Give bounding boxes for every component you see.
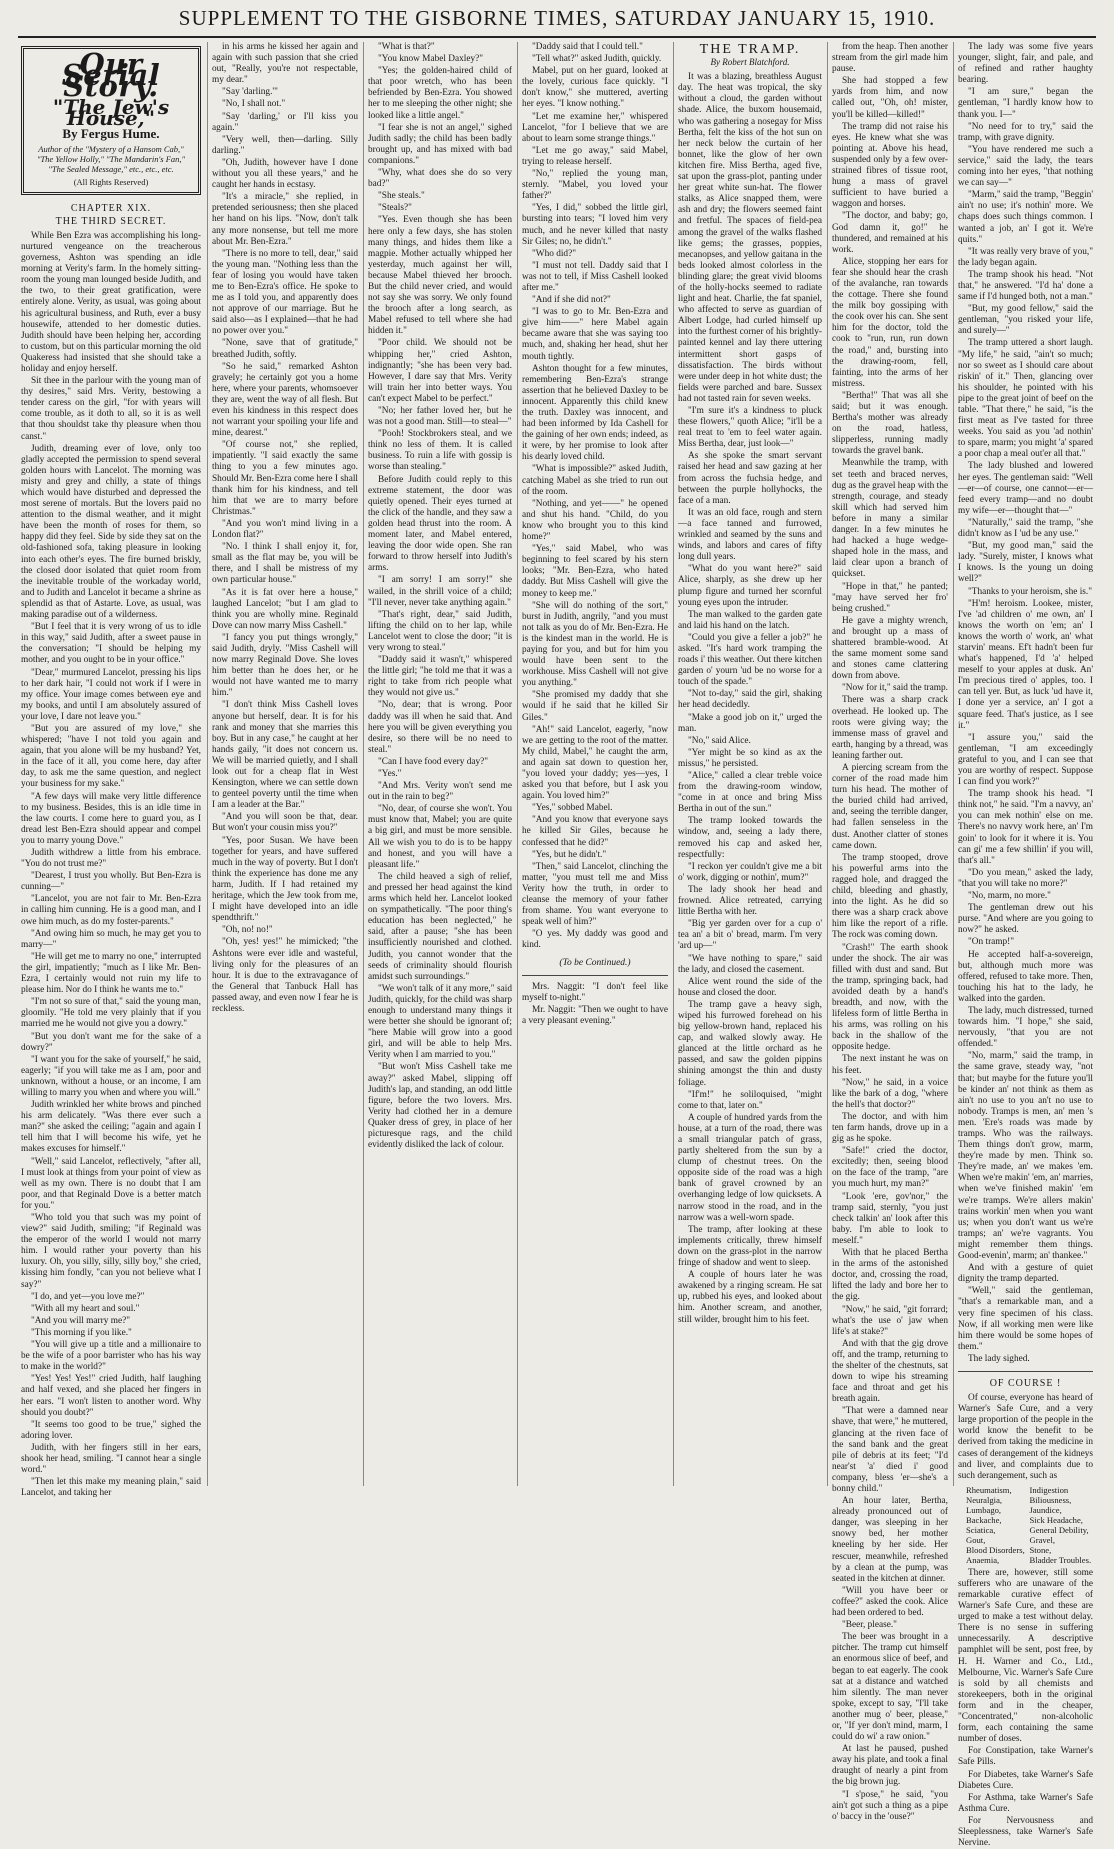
paragraph: As she spoke the smart servant raised her head and saw gazing at her from across the fuchsia hedge, and between the purple hollyhocks, the face of a man. [678, 451, 822, 506]
paragraph: "I'm sure it's a kindness to pluck these flowers," quoth Alice; "it'll be a real treat to 'em to feel water again. Miss Bertha, dear, just look—" [678, 406, 822, 450]
paragraph: "I s'pose," he said, "you ain't got such a thing as a pipe o' baccy in the 'ouse?" [832, 1789, 948, 1822]
paragraph: "Now for it," said the tramp. [842, 683, 948, 694]
paragraph: "I am sure," began the gentleman, "I hardly know how to thank you. I—" [958, 87, 1093, 120]
paragraph: "Say 'darling.'" [222, 87, 278, 98]
paragraph: For Asthma, take Warner's Safe Asthma Cure. [958, 1792, 1093, 1814]
paragraph: The tramp stooped, drove his powerful arms into the ragged hole, and dragged the child, bleeding and ghastly, into the light. As he did so there was a sharp crack above him like the report of a rifle. The rock was coming down. [832, 852, 948, 941]
paragraph: "I fancy you put things wrongly," said Judith, dryly. "Miss Cashell will now marry Reginald Dove. She loves him better than he does her, or he would not have wanted me to marry him." [212, 632, 358, 699]
paragraph: "Let me examine her," whispered Lancelot, "for I believe that we are about to learn some strange things." [522, 111, 668, 144]
paragraph: The doctor, and with him ten farm hands, drove up in a gig as he spoke. [832, 1111, 948, 1145]
paragraph: "I fear she is not an angel," sighed Judith sadly; the child has been badly brought up, and has mixed with bad companions." [368, 122, 512, 166]
paragraph: "I assure you," said the gentleman, "I am exceedingly grateful to you, and I can see that you are worthy of respect. Suppose I can find you work?" [958, 732, 1093, 788]
paragraph: "Pooh! Stockbrokers steal, and we think no less of them. It is called business. To ruin a life with gossip is worse than stealing." [368, 429, 512, 473]
paragraph: "Very well, then—darling. Silly darling." [212, 134, 358, 156]
paragraph: "Marm," said the tramp, "Beggin' ain't no use; it's nothin' more. We chaps does such things common. I wanted a job, an' I got it. We're quits." [958, 190, 1093, 245]
paragraph: Mabel, put on her guard, looked at the lovely, curious face quickly. "I don't know," she muttered, averting her eyes. "I know nothing." [522, 66, 668, 110]
paragraph: "I must not tell. Daddy said that I was not to tell, if Miss Cashell looked after me." [522, 260, 668, 293]
joke-body [522, 982, 668, 1027]
paragraph: "Daddy said that I could tell." [532, 42, 643, 52]
paragraph: "If'm!" he soliloquised, "might come to that, later on." [678, 1089, 822, 1111]
paragraph: "Yes, I did," sobbed the little girl, bursting into tears; "I loved him very much, and he never killed that nasty Sir Giles; no, he didn't." [522, 203, 668, 247]
paragraph: "Of course not," she replied, impatiently. "I said exactly the same thing to you a few minutes ago. Should Mr. Ben-Ezra come here I shall thank him for his kindness, and tell him that we are to marry before Christmas." [212, 440, 358, 517]
paragraph: The man walked to the garden gate and laid his hand on the latch. [678, 609, 822, 631]
ailment-item: General Debility, [1029, 1524, 1089, 1535]
paragraph: Before Judith could reply to this extreme statement, the door was quietly opened. Their eyes turned at the click of the handle, and they saw a golden head thrust into the room. A moment later, and Mabel entered, leaving the door wide open. She ran forward to throw herself into Judith's arms. [368, 474, 512, 574]
paragraph: And with that the gig drove off, and the tramp, returning to the shelter of the chestnuts, sat down to wipe his streaming face and throat and get his breath again. [832, 1338, 948, 1405]
column-divider [207, 42, 208, 1486]
paragraph: "So he said," remarked Ashton gravely; he certainly got you a home here, where your parents, whomsoever they are, went the way of all flesh. But even his kindness in this respect does not warrant your spoiling your life and mine, dearest." [212, 361, 358, 439]
paragraph: in his arms he kissed her again and again with such passion that she cried out, "Really, you're not respectable, my dear." [212, 42, 358, 86]
paragraph: "No; her father loved her, but he was not a good man. Still—to steal—" [368, 406, 512, 428]
paragraph: An hour later, Bertha, already pronounced out of danger, was sleeping in her snowy bed, her mother kneeling by her side. Her rescuer, meanwhile, refreshed by a clean at the pump, was seated in the kitchen at dinner. [832, 1496, 948, 1584]
paragraph: "Lancelot, you are not fair to Mr. Ben-Ezra in calling him cunning. He is a good man, and I owe him much, as do my foster-parents." [21, 894, 201, 927]
paragraph: Judith wrinkled her white brows and pinched his arm delicately. "Was there ever such a man?" she asked the ceiling; "again and again I tell him that I will become his wife, yet he makes excuses for himself." [21, 1100, 201, 1155]
column-6 [829, 42, 951, 1822]
column-4-body [522, 42, 668, 952]
tramp-title: THE TRAMP. [699, 42, 801, 57]
paragraph: "I reckon yer couldn't give me a bit o' work, digging or nothin', mum?" [678, 861, 822, 883]
ailment-item: Backache, [966, 1514, 1002, 1525]
paragraph: While Ben Ezra was accomplishing his long-nurtured vengeance on the treacherous governess, Ashton was spending an idle morning at Verity's farm. In the homely sitting-room the young man lounged beside Judith, and the two, to their great gratification, were entirely alone. Verity, as usual, was going about his agricultural business, and Ruth, ever a busy housewife, attended to her domestic duties. Judith should have been helping her, according to custom, but on this particular morning the old Quakeress had insisted that she should take a holiday and enjoy herself. [21, 230, 201, 374]
paragraph: "No, marm," said the tramp, in the same grave, steady way, "not that; but maybe for the future you'll be kinder an' not think as them as ain't no use to you an't no use to nobody. Tramps is men, an' men 's men. 'Ere's roads was made by tramps. Who was the railways. Them things don't grow, marm, they're made by men. Think so. They're made, an' we makes 'em. When we're makin' 'em, an' marries, when we've finished makin' 'em we're tramps. We're allers makin' trains workin' men when you want us; when you don't want us we're tramps; an' we're vagrants. You might remember them things. Good-evenin', marm; an' thankee." [958, 1051, 1093, 1262]
paragraph: He gave a mighty wrench, and brought up a mass of shattered bramble-wood. At the same moment some sand and stones came clattering down from above. [832, 615, 948, 682]
paragraph: For Nervousness and Sleeplessness, take Warner's Safe Nervine. [958, 1815, 1093, 1849]
paragraph: The lady shook her head and frowned. Alice retreated, carrying little Bertha with her. [678, 884, 822, 918]
paragraph: "And owing him so much, he may get you to marry—" [21, 928, 201, 950]
column-divider [953, 42, 954, 1486]
tramp-byline: By Robert Blatchford. [710, 57, 790, 68]
paragraph: "That's right, dear," said Judith, lifting the child on to her lap, while Lancelot went to close the door; "it is very wrong to steal." [368, 609, 512, 653]
paragraph: The gentleman drew out his purse. "And where are you going to now?" he asked. [958, 903, 1093, 936]
paragraph: "Can I have food every day?" [378, 756, 489, 767]
paragraph: "As it is fat over here a house," laughed Lancelot; "but I am glad to think you are wholly mine. Reginald Dove can now marry Miss Cashell." [212, 587, 358, 631]
paragraph: "Oh, yes! yes!" he mimicked; "the Ashtons were ever idle and wasteful, living only for the pleasures of an hour. It is due to the extravagance of the General that Tanbuck Hall has passed away, and even now I fear he is reckless. [212, 937, 358, 1014]
column-7 [955, 42, 1096, 1849]
paragraph: "But, my good fellow," said the gentleman, "you risked your life, and surely—" [958, 304, 1093, 337]
column-4 [519, 42, 671, 1486]
ad-body: There are, however, still some sufferers who are unaware of the remarkable curative effect of Warner's Safe Cure, and these are urged to make a test without delay. There is no sense in suffering unnecessarily. A descriptive pamphlet will be sent, post free, by H. H. Warner and Co., Ltd., Melbourne, Vic. Warner's Safe Cure is sold by all chemists and storekeepers, both in the original form and in the cheaper, "Concentrated," non-alcoholic form, each containing the same number of doses. [958, 1567, 1093, 1745]
paragraph: "That were a damned near shave, that were," he muttered, glancing at the riven face of the sand bank and the great pile of debris at its feet; "I'd near'st 'a' died i' good company, bless 'er—she's a bonny child." [832, 1406, 948, 1494]
paragraph: Mr. Naggit: "Then we ought to have a very pleasant evening." [522, 1004, 668, 1026]
paragraph: "O yes. My daddy was good and kind. [522, 929, 668, 951]
paragraph: "She will do nothing of the sort," burst in Judith, angrily, "and you must not talk as you do of Mr. Ben-Ezra. He is the kindest man in the world. He is paying for you, and but for him you would have been sent to the workhouse. Miss Cashell will not give you anything." [522, 600, 668, 689]
story-byline: By Fergus Hume. [62, 126, 160, 142]
paragraph: "We won't talk of it any more," said Judith, quickly, for the child was sharp enough to understand many things it were better she should be ignorant of; "here Mabie will grow into a good girl, and will be able to help Mrs. Verity when I am married to you." [368, 983, 512, 1061]
paragraph: "Well," said Lancelot, reflectively, "after all, I must look at things from your point of view as well as my own. There is no doubt that I am poor, and that Reginald Dove is a better match for you." [21, 1156, 201, 1211]
paragraph: "This morning if you like." [31, 1327, 132, 1338]
paragraph: "Yes; the golden-haired child of that poor wretch, who has been befriended by Ben-Ezra. You showed her to me sleeping the other night; she looked like a little angel." [368, 66, 512, 121]
paragraph: "And Mrs. Verity won't send me out in the rain to beg?" [368, 781, 512, 803]
paragraph: "Crash!" The earth shook under the shock. The air was filled with dust and sand. But the tramp, springing back, had avoided death by a hand's breadth, and now, with the lifeless form of little Bertha in his arms, was rolling on his back in the shallow of the opposite hedge. [832, 942, 948, 1053]
paragraph: "He will get me to marry no one," interrupted the girl, impatiently; "much as I like Mr. Ben-Ezra, I certainly would not ruin my life to please him. Nor do I think he wants me to." [21, 951, 201, 996]
column-divider [673, 42, 674, 1486]
paragraph: "No," said Alice. [688, 735, 751, 746]
column-3 [365, 42, 515, 1486]
paragraph: "Yes. Even though she has been here only a few days, she has stolen many things, and hides them like a magpie. Mother actually whipped her yesterday, much against her will, because Mabel thieved her brooch. But the child never cried, and would not say she was sorry. We only found the brooch after a long search, as Mabel refused to tell where she had hidden it." [368, 215, 512, 337]
paragraph: Judith, dreaming ever of love, only too gladly accepted the permission to spend several golden hours with Lancelot. The morning was misty and grey and chilly, a state of things which would have disturbed and depressed the most serene of mortals. But the lovers paid no attention to the dismal weather, and it might have been the month of roses for them, so happy did they feel. Side by side they sat on the old-fashioned sofa, taking pleasure in looking into each other's eyes. The fire burned briskly, the closed door isolated that quiet room from the inevitable trouble of the workaday world, and to Judith and Lancelot it became a shrine as splendid as that of Astarte. Love, as usual, was making paradise out of a wilderness. [21, 443, 201, 621]
paragraph: "Alice," called a clear treble voice from the drawing-room window, "come in at once and bring Miss Bertha in out of the sun." [678, 771, 822, 815]
paragraph: A couple of hours later he was awakened by a ringing scream. He sat up, rubbed his eyes, and looked about him. Another scream, and another, still wilder, brought him to his feet. [678, 1270, 822, 1325]
paragraph: "Do you mean," asked the lady, "that you will take no more?" [958, 867, 1093, 889]
paragraph: "Yes! Yes! Yes!" cried Judith, half laughing and half vexed, and she placed her fingers in her ears. "I won't listen to another word. Why should you doubt?" [21, 1374, 201, 1418]
paragraph: The tramp gave a heavy sigh, wiped his furrowed forehead on his big yellow-brown hand, replaced his cap, and walked slowly away. He glanced at the little orchard as he passed, and saw the golden pippins shining amongst the thin and dusty foliage. [678, 999, 822, 1088]
ad-rule [958, 1371, 1093, 1372]
ailment-item: Indigestion [1029, 1484, 1069, 1495]
paragraph: "No, dear; that is wrong. Poor daddy was ill when he said that. And here you will be given everything you desire, so there will be no need to steal." [368, 700, 512, 755]
paragraph: "Now," he said, in a voice like the bark of a dog, "where the hell's that doctor?" [832, 1077, 948, 1110]
paragraph: "What is impossible?" asked Judith, catching Mabel as she tried to run out of the room. [522, 464, 668, 497]
paragraph: "There is no more to tell, dear," said the young man. "Nothing less than the fear of losing you would have taken me to Ben-Ezra's office. He spoke to me as I told you, and apparently does not approve of our marriage. But he said also—as I explained—that he had no power over you." [212, 248, 358, 337]
ad-title: OF COURSE ! [989, 1377, 1062, 1389]
paragraph: "Why, what does she do so very bad?" [368, 168, 512, 190]
paragraph: "It seems too good to be true," sighed the adoring lover. [21, 1419, 201, 1441]
paragraph: "Daddy said it wasn't," whispered the little girl; "he told me that it was a right to take from rich people what they would not give us." [368, 655, 512, 699]
paragraph: For Constipation, take Warner's Safe Pills. [958, 1746, 1093, 1768]
paragraph: With that he placed Bertha in the arms of the astonished doctor, and, crossing the road, lifted the lady and bore her to the gig. [832, 1248, 948, 1303]
ad-lines [958, 1746, 1093, 1849]
paragraph: "Dear," murmured Lancelot, pressing his lips to her dark hair, "I could not work if I were in my office. Your image comes between eye and my books, and until I am absolutely assured of your love, I dare not leave you." [21, 667, 201, 722]
paragraph: A piercing scream from the corner of the road made him turn his head. The mother of the buried child had arrived, and, seeing the terrible danger, had fallen senseless in the dust. Another clatter of stones came down. [832, 763, 948, 851]
chapter-title: THE THIRD SECRET. [55, 215, 167, 227]
ailment-item: Stone, [1029, 1544, 1052, 1555]
paragraph: "None, save that of gratitude," breathed Judith, softly. [212, 338, 358, 360]
ailment-item: Biliousness, [1029, 1494, 1072, 1505]
paragraph: "Ah!" said Lancelot, eagerly, "now we are getting to the root of the matter. My child, Mabel," he caught the arm, and again sat down to question her, "you loved your daddy; yes—yes, I asked you that before, but I ask you again. You loved him?" [522, 724, 668, 802]
paragraph: "Tell what?" asked Judith, quickly. [532, 54, 662, 65]
paragraph: "But I feel that it is very wrong of us to idle in this way," said Judith, after a sweet pause in the conversation; "I should be helping my mother, and you ought to be in your office." [21, 622, 201, 666]
paragraph: "You will give up a title and a millionaire to be the wife of a poor barrister who has his way to make in the world?" [21, 1340, 201, 1373]
paragraph: The child heaved a sigh of relief, and pressed her head against the kind arms which held her. Lancelot looked on sympathetically. "The poor thing's education has been neglected," he said, after a pause; "she has been insufficiently nourished and clothed. Judith, you cannot wonder that the seeds of criminality should flourish amidst such surroundings." [368, 871, 512, 982]
paragraph: "But you don't want me for the sake of a dowry?" [21, 1031, 201, 1053]
paragraph: Judith withdrew a little from his embrace. "You do not trust me?" [21, 848, 201, 870]
paragraph: The lady was some five years younger, slight, fair, and pale, and of refined and rather haughty bearing. [958, 42, 1093, 86]
paragraph: Judith, with her fingers still in her ears, shook her head, smiling. "I cannot hear a single word." [21, 1442, 201, 1476]
paragraph: "Who told you that such was my point of view?" said Judith, smiling; "if Reginald was the emperor of the world I would not marry him. I would rather your poverty than his luxury. Oh, you silly, silly, silly boy," she cried, kissing him fondly, "can you not believe what I say?" [21, 1213, 201, 1290]
paragraph: from the heap. Then another stream from the girl made him pause. [832, 42, 948, 75]
paragraph: The tramp uttered a short laugh. "My life," he said, "ain't so much; nor so sweet as I should care about riskin' of it." Then, glancing over his shoulder, he pointed with his pipe to the great joint of beef on the table. "That there," he said, "is the first meat as I've tasted for three weeks. You said as you 'ad nothin' to spare, marm; you might 'a' spared a poor chap a meal out'er all that." [958, 338, 1093, 460]
paragraph: A couple of hundred yards from the house, at a turn of the road, there was a small triangular patch of grass, partly sheltered from the sun by a clump of chestnut trees. On the opposite side of the road was a high bank of gravel crowned by an overhanging ledge of low quicksets. A narrow stood in the road, and in the narrow was a well-worn spade. [678, 1112, 822, 1223]
paragraph: There was a sharp crack overhead. He looked up. The roots were giving way; the immense mass of gravel and earth, hanging by a thread, was leaning farther out. [832, 695, 948, 761]
paragraph: "Bertha!" That was all she said; but it was enough. Bertha's mother was already on the road, hatless, slipperless, running madly towards the gravel bank. [832, 390, 948, 457]
paragraph: "Well," said the gentleman, "that's a remarkable man, and a very fine specimen of his class. Now, if all working men were like him there would be some hopes of them." [958, 1286, 1093, 1352]
paragraph: "Then let this make my meaning plain," said Lancelot, and taking her [21, 1477, 201, 1499]
ailment-item: Sciatica, [966, 1524, 996, 1535]
paragraph: "Hope in that," he panted; "may have served her fro' being crushed." [832, 581, 948, 614]
paragraph: "She steals." [378, 191, 425, 202]
paragraph: "Oh, no! no!" [222, 925, 273, 936]
paragraph: "I'm not so sure of that," said the young man, gloomily. "He told me very plainly that if you married me he would not give you a dowry." [21, 997, 201, 1030]
paragraph: "Yes," said Mabel, who was beginning to feel scared by his stern looks; "Mr. Ben-Ezra, who hated daddy. But Miss Cashell will give the money to keep me." [522, 544, 668, 599]
ailment-item: Neuralgia, [966, 1494, 1003, 1505]
column-1 [18, 42, 204, 1499]
paragraph: The next instant he was on his feet. [832, 1054, 948, 1076]
column-2-body [212, 42, 358, 1015]
paragraph: "I am sorry! I am sorry!" she wailed, in the shrill voice of a child; "I'll never, never take anything again." [368, 575, 512, 608]
paragraph: It was an old face, rough and stern —a face tanned and furrowed, wrinkled and seamed by the suns and winds, and labors and cares of fifty long dull years. [678, 507, 822, 563]
paragraph: "I was to go to Mr. Ben-Ezra and give him——" here Mabel again became aware that she was saying too much, and, shaking her head, shut her mouth tightly. [522, 307, 668, 362]
paragraph: "It's a miracle," she replied, in pretended seriousness; then she placed her hand on his lips. "Now, don't talk any more nonsense, but tell me more about Mr. Ben-Ezra." [212, 192, 358, 247]
column-divider [363, 42, 364, 1486]
paragraph: "Yer might be so kind as ax the missus," he persisted. [678, 747, 822, 769]
paragraph: "Dearest, I trust you wholly. But Ben-Ezra is cunning—" [21, 871, 201, 893]
paragraph: "Nothing, and yet——" he opened and shut his hand. "Child, do you know who brought you to this kind home?" [522, 498, 668, 543]
chapter-heading: CHAPTER XIX. [70, 202, 152, 214]
ad-ailments [966, 1485, 1093, 1565]
paragraph: "No. I think I shall enjoy it, for, small as the flat may be, you will be there, and I shall be mistress of my own particular house." [212, 542, 358, 586]
paragraph: "Look 'ere, gov'nor," the tramp said, sternly, "you just check talkin' an' look after this baby. I'm able to look to meself." [832, 1191, 948, 1246]
serial-banner: Our Serial Story. [61, 47, 161, 104]
paragraph: "Now," he said, "git forrard; what's the use o' jaw when life's at stake?" [832, 1304, 948, 1337]
paragraph: "Yes," sobbed Mabel. [532, 803, 613, 814]
paragraph: For Diabetes, take Warner's Safe Diabetes Cure. [958, 1769, 1093, 1791]
paragraph: "But won't Miss Cashell take me away?" asked Mabel, slipping off Judith's lap, and standing, an odd little figure, before the two lovers. Mrs. Verity had clothed her in a demure Quaker dress of grey, in place of her picturesque rags, and the child evidently disliked the lack of colour. [368, 1062, 512, 1151]
paragraph: "You know Mabel Daxley?" [378, 54, 484, 65]
paragraph: "Big yer garden over for a cup o' tea an' a bit o' bread, marm. I'm very 'ard up—" [678, 919, 822, 952]
paragraph: "Not to-day," said the girl, shaking her head decidedly. [678, 689, 822, 711]
ad-intro: Of course, everyone has heard of Warner's Safe Cure, and a very large proportion of the people in the world know the benefit to be derived from taking the medicine in cases of derangement of the kidneys and liver, and complaints due to such derangement, such as [958, 1393, 1094, 1481]
paragraph: "Will you have beer or coffee?" asked the cook. Alice had been ordered to bed. [832, 1585, 948, 1619]
to-be-continued: (To be Continued.) [559, 957, 631, 968]
paragraph: "Who did?" [532, 248, 576, 259]
paragraph: "And you will soon be that, dear. But won't your cousin miss you?" [212, 812, 358, 834]
column-7-body [958, 42, 1093, 1365]
paragraph: Meanwhile the tramp, with set teeth and braced nerves, dug as the gravel heap with the strength, courage, and steady skill which had served him before in many a similar danger. In a few minutes he had hacked a huge wedge-shaped hole in the mass, and laid clear upon a branch of quickset. [832, 458, 948, 580]
paragraph: The beer was brought in a pitcher. The tramp cut himself an enormous slice of beef, and began to eat eagerly. The cook sat at a distance and watched him silently. The man never spoke, except to say, "I'll take another mug o' beer, please," or, "If yer don't mind, marm, I could do wi' a raw onion." [832, 1632, 948, 1743]
paragraph: "You have rendered me such a service," said the lady, the tears coming into her eyes, "that nothing we can say—" [958, 144, 1093, 189]
paragraph: "No need for to try," said the tramp, with grave dignity. [958, 121, 1093, 143]
paragraph: "What is that?" [378, 42, 435, 52]
paragraph: "No, dear, of course she won't. You must know that, Mabel; you are quite a big girl, and must be more sensible. All we wish you to do is to be happy and honest, and you will have a pleasant life." [368, 804, 512, 870]
ailment-item: Lumbago, [966, 1504, 1002, 1515]
paragraph: "I do, and yet—you love me?" [31, 1291, 145, 1302]
ailment-item: Rheumatism, [966, 1484, 1012, 1495]
paragraph: "Steals?" [378, 203, 412, 214]
paragraph: "On tramp!" [968, 937, 1015, 948]
paragraph: The lady blushed and lowered her eyes. The gentleman said: "Well—er—of course, one cannot—er—feed every tramp—and no doubt my wife—er—thought that—" [958, 461, 1093, 516]
paragraph: The tramp shook his head. "Not that," he answered. "I'd ha' done a same if I'd hunged both, not a man." [958, 269, 1093, 303]
paragraph: "What do you want here?" said Alice, sharply, as she drew up her plump figure and turned her scornful young eyes upon the intruder. [678, 564, 822, 608]
paragraph: Alice went round the side of the house and closed the door. [678, 976, 822, 998]
paragraph: "A few days will make very little difference to my business. Besides, this is an idle time in the law courts. I come here to guard you, as I dread lest Ben-Ezra should appear and compel you to marry young Dove." [21, 791, 201, 846]
paragraph: "The doctor, and baby; go, God damn it, go!" he thundered, and remained at his work. [832, 211, 948, 255]
paragraph: "Say 'darling,' or I'll kiss you again." [212, 111, 358, 133]
paragraph: "Naturally," said the tramp, "she didn't know as I 'ud be any use." [958, 517, 1093, 540]
paragraph: She had stopped a few yards from him, and now called out, "Oh, oh! mister, you'll be killed—killed!" [832, 76, 948, 120]
paragraph: "Then," said Lancelot, clinching the matter, "you must tell me and Miss Verity how the truth, in order to cleanse the memory of your father from shame. You want everyone to speak well of him?" [522, 861, 668, 928]
paragraph: The tramp looked towards the window, and, seeing a lady there, removed his cap and asked her, respectfully: [678, 816, 822, 860]
joke-rule [522, 975, 668, 976]
ailment-item: Bladder Troubles. [1029, 1554, 1092, 1565]
paragraph: "No, I shall not." [222, 99, 286, 110]
ailment-item: Jaundice, [1029, 1504, 1062, 1515]
ailment-item: Gout, [966, 1534, 986, 1545]
paragraph: "Yes, but he didn't." [532, 849, 607, 860]
paragraph: And with a gesture of quiet dignity the tramp departed. [958, 1263, 1093, 1285]
rights-note: (All Rights Reserved) [73, 176, 149, 187]
column-divider [517, 42, 518, 1486]
paragraph: The tramp, after looking at these implements critically, threw himself down on the grass-plot in the narrow fringe of shadow and went to sleep. [678, 1224, 822, 1269]
paragraph: The lady sighed. [968, 1353, 1030, 1364]
paragraph: "It was really very brave of you," the lady began again. [958, 246, 1093, 268]
paragraph: "But you are assured of my love," she whispered; "have I not told you again and again, that you alone will be my husband? Yet, in the face of it all, you come here, day after day, to ask me the same question, and neglect your business for my sake." [21, 723, 201, 790]
paragraph: The tramp did not raise his eyes. He knew what she was pointing at. Above his head, suspended only by a few over-strained fibres of tissue root, hung a mass of gravel sufficient to have buried a waggon and horses. [832, 121, 948, 210]
paragraph: "No," replied the young man, sternly. "Mabel, you loved your father?" [522, 169, 668, 202]
column-6-body [832, 42, 948, 1823]
paragraph: "Could you give a feller a job?" he asked. "It's hard work tramping the roads i' this weather. Out there kitchen garden o' yourn 'ud be no worse for a touch of the spade." [678, 632, 822, 688]
story-title: "The Jew's House," [52, 95, 170, 131]
paragraph: "Let me go away," said Mabel, trying to release herself. [522, 145, 668, 167]
paragraph: "Safe!" cried the doctor, excitedly; then, seeing blood on the face of the tramp, "are you much hurt, my man?" [832, 1146, 948, 1190]
paragraph: "H'm! heroism. Lookee, mister, I've 'ad children o' me own, an' I knows the worth on 'em; an' I knows the worth o' work, an' what starvin' means. Ef't hadn't been fur what's happened, I'd 'a' helped meself to your apples at dusk. An' I'm precious tired o' apples, too. I can tell yer. But, as luck 'ud have it, I done yer a service, an' I got a square feed. That's justice, as I see it." [958, 598, 1093, 731]
column-2 [209, 42, 361, 1486]
paragraph: "Poor child. We should not be whipping her," cried Ashton, indignantly; "she has been very bad. However, I dare say that Mrs. Verity will train her into better ways. You can't expect Mabel to be perfect." [368, 338, 512, 404]
paragraph: The tramp shook his head. "I think not," he said. "I'm a navvy, an' you can mek nothin' else on me. There's no navvy work here, an' I'm goin' to look for it where it is. You can gi' me a few shillin' if you will, that's all." [958, 789, 1093, 866]
paragraph: "With all my heart and soul." [31, 1303, 140, 1314]
paragraph: Mrs. Naggit: "I don't feel like myself to-night." [522, 981, 668, 1003]
paragraph: "No, marm, no more." [968, 891, 1051, 902]
paragraph: "I want you for the sake of yourself," he said, eagerly; "if you will take me as I am, poor and unknown, without a house, or an income, I am willing to marry you when and where you will." [21, 1054, 201, 1098]
paragraph: "And you will marry me?" [31, 1315, 130, 1326]
paragraph: "I don't think Miss Cashell loves anyone but herself, dear. It is for his rank and money that she marries this boy. But in any case," he caught at her hands gaily, "it does not concern us. We will be married quietly, and I shall look out for a cheap flat in West Kensington, where we can settle down to genteel poverty until the time when I am a leader at the Bar." [212, 700, 358, 811]
paragraph: "And you know that everyone says he killed Sir Giles, because he confessed that he did?" [522, 815, 668, 848]
paragraph: "We have nothing to spare," said the lady, and closed the casement. [678, 953, 822, 975]
serial-banner-box [21, 46, 201, 195]
paragraph: "Yes." [378, 769, 402, 779]
masthead: SUPPLEMENT TO THE GISBORNE TIMES, SATURDAY JANUARY 15, 1910. [178, 6, 936, 30]
paragraph: "Make a good job on it," urged the man. [678, 712, 822, 734]
column-3-body [368, 42, 512, 1151]
paragraph: "And if she did not?" [532, 295, 611, 306]
paragraph: He accepted half-a-sovereign, but, although much more was offered, refused to take more. Then, touching his hat to the lady, he walked into the garden. [958, 949, 1093, 1004]
masthead-rule [18, 36, 1096, 38]
column-5 [675, 42, 825, 1486]
paragraph: "Beer, please." [842, 1620, 897, 1631]
column-1-body [21, 231, 201, 1500]
column-5-body [678, 72, 822, 1325]
paragraph: Ashton thought for a few minutes, remembering Ben-Ezra's strange assertion that he believed Daxley to be innocent. Apparently this child knew the truth. Daxley was innocent, and had been informed by Ida Cashell for the gaining of her own ends; indeed, as it were, by her promise to look after his dearly loved child. [522, 363, 668, 463]
paragraph: "And you won't mind living in a London flat?" [212, 518, 358, 541]
paragraph: "Thanks to your heroism, she is." [968, 586, 1093, 597]
column-divider [827, 42, 828, 1486]
paragraph: The lady, much distressed, turned towards him. "I hope," she said, nervously, "that you are not offended." [958, 1005, 1093, 1050]
author-note: Author of the "Mystery of a Hansom Cab," "The Yellow Holly," "The Mandarin's Fan," "The Sealed Message," etc., etc., etc. [36, 143, 186, 174]
paragraph: "But, my good man," said the lady. "Surely, mister, I knows what I knows. Is the young un doing well?" [958, 541, 1093, 585]
paragraph: "Yes, poor Susan. We have been together for years, and have suffered much in the way of poverty. But I don't think the experience has done me any harm, Judith. If I had retained my heritage, which the Jew took from me, I might have developed into an idle spendthrift." [212, 835, 358, 924]
paragraph: "Oh, Judith, however have I done without you all these years," and he caught her hands in ecstasy. [212, 157, 358, 191]
paragraph: It was a blazing, breathless August day. The heat was tropical, the sky without a cloud, the garden without shade. Alice, the buxom housemaid, who was gathering a nosegay for Miss Bertha, felt the kiss of the hot sun on her neck below the curtain of her bonnet, like the glow of her own kitchen fire. Miss Bertha, aged five, sat upon the grass-plot, panting under her great white sun-hat. The flower stalks, as Alice snapped them, were ash and dry; the flowers seemed faint and fretful. The spaces of field-pea among the gravel of the walks flashed like gems; the grasses, poppies, mecanopses, and yellow gaitana in the beds looked almost colorless in the blinding glare; the great vivid blooms of the holly-hocks seemed to radiate light and heat. Charlie, the fat spaniel, who affected to serve as guardian of Albert Lodge, had curled himself up into the furthest corner of his brightly-painted kennel and lay there uttering intermittent short gasps of dissatisfaction. The birds without were under deep in hot white dust; the fields were parched and bare. Sussex had not tasted rain for seven weeks. [678, 72, 822, 404]
paragraph: At last he paused, pushed away his plate, and took a final draught of nearly a pint from the big brown jug. [832, 1744, 948, 1788]
ailment-item: Anaemia, [966, 1554, 1000, 1565]
paragraph: "She promised my daddy that she would if he said that he killed Sir Giles." [522, 690, 668, 723]
paragraph: Sit thee in the parlour with the young man of thy desires," said Mrs. Verity, bestowing a tender caress on the girl, "for with years will come trouble, as it doth to all, so it is as well that thou shouldst take thy pleasure when thou canst." [21, 376, 201, 442]
ailment-item: Sick Headache, [1029, 1514, 1083, 1525]
ailment-item: Blood Disorders, [966, 1544, 1025, 1555]
ailment-item: Gravel, [1029, 1534, 1056, 1545]
paragraph: Alice, stopping her ears for fear she should hear the crash of the avalanche, ran towards the cottage. There she found the milk boy gossiping with the cook over his can. She sent him for the doctor, told the cook to "run, run, run down the road," and, bursting into the drawing-room, fell, fainting, into the arms of her mistress. [832, 256, 948, 389]
